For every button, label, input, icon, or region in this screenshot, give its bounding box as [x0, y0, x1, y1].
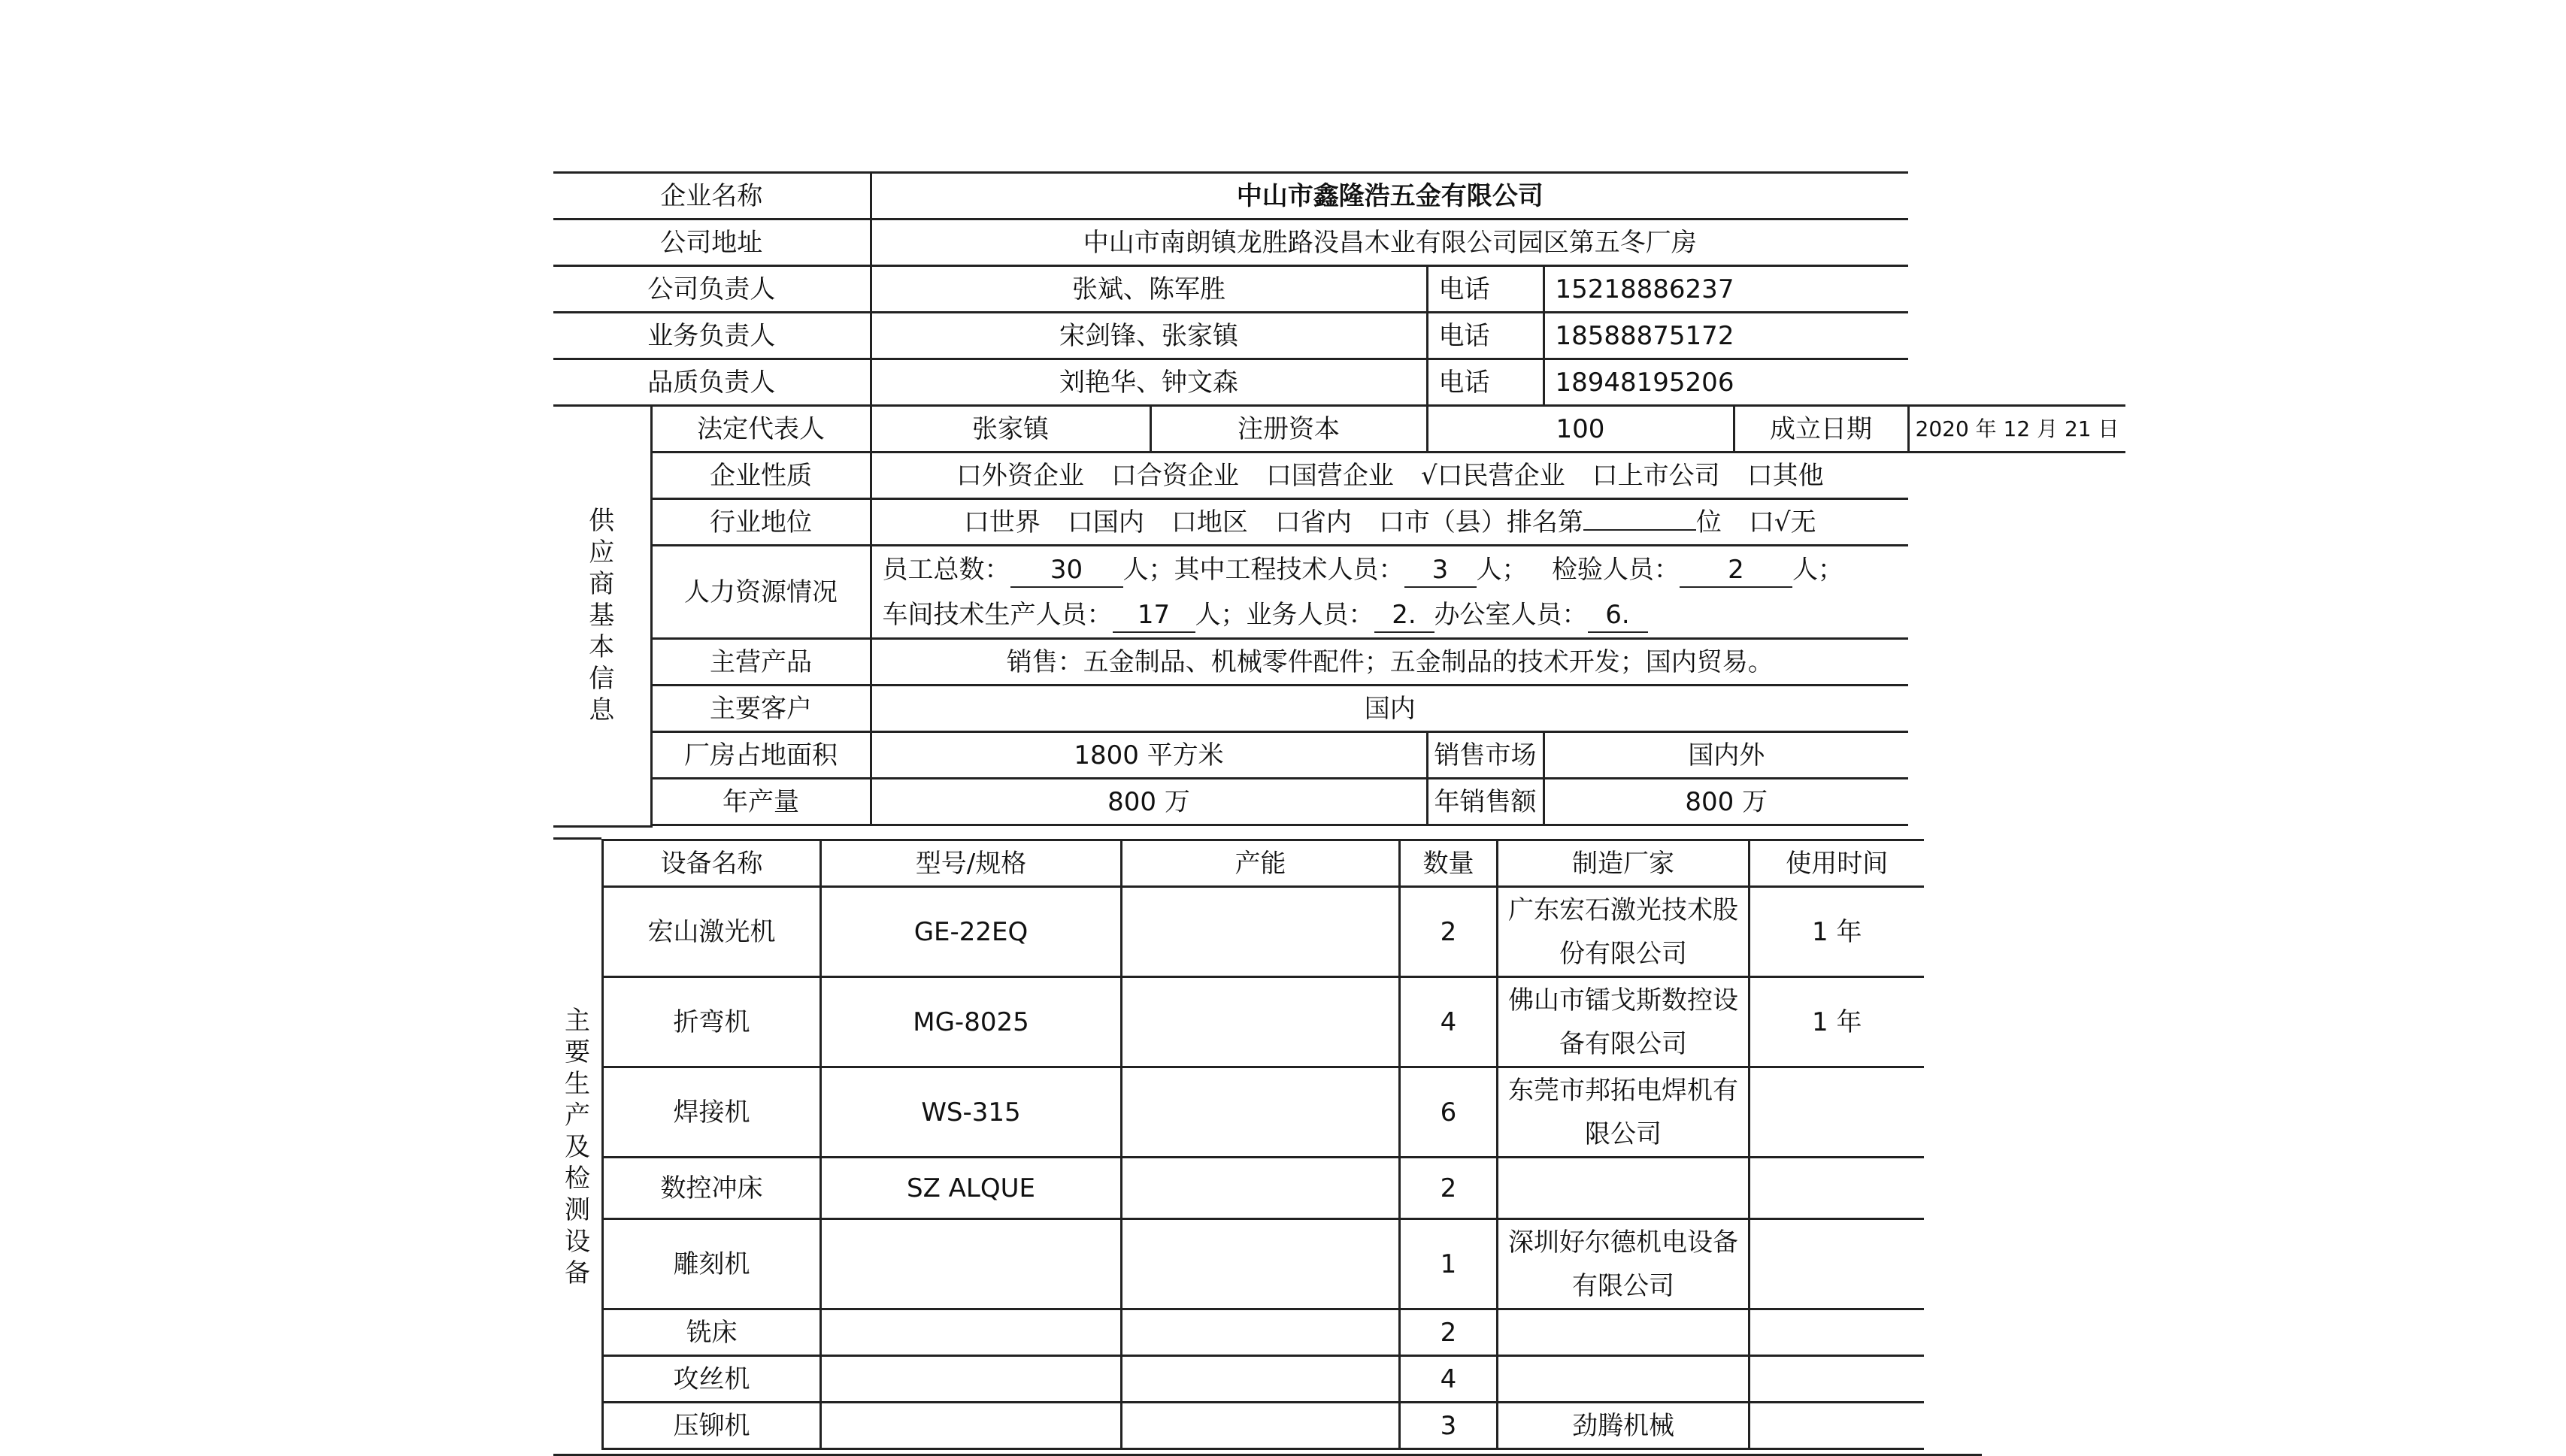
hr-line-1: 员工总数： 30 人；其中工程技术人员： 3 人； 检验人员： 2 人；	[883, 547, 1903, 592]
market-label: 销售市场	[1427, 732, 1544, 779]
device-model	[821, 1403, 1122, 1449]
device-model	[821, 1219, 1122, 1309]
device-usage-time	[1750, 1356, 1924, 1403]
device-name: 折弯机	[603, 977, 821, 1067]
equipment-row	[603, 1067, 1924, 1158]
contact-role-label: 品质负责人	[553, 359, 871, 406]
legal-rep-value: 张家镇	[871, 406, 1150, 453]
device-usage-time	[1750, 1158, 1924, 1219]
device-quantity: 6	[1400, 1067, 1498, 1158]
device-name: 雕刻机	[603, 1219, 821, 1309]
nature-option[interactable]: 口合资企业	[1110, 460, 1239, 491]
legal-rep-label: 法定代表人	[651, 406, 871, 453]
hr-production[interactable]: 17	[1113, 598, 1195, 633]
equipment-row	[603, 1403, 1924, 1449]
device-capacity	[1122, 1403, 1400, 1449]
company-address-value: 中山市南朗镇龙胜路没昌木业有限公司园区第五冬厂房	[871, 219, 1908, 266]
device-name: 铣床	[603, 1309, 821, 1356]
device-quantity: 2	[1400, 887, 1498, 977]
device-quantity: 2	[1400, 1158, 1498, 1219]
device-name: 攻丝机	[603, 1356, 821, 1403]
device-manufacturer: 深圳好尔德机电设备有限公司	[1498, 1219, 1750, 1309]
device-quantity: 4	[1400, 977, 1498, 1067]
industry-city-option[interactable]: 口市（县）排名第 位	[1378, 507, 1722, 537]
device-name: 宏山激光机	[603, 887, 821, 977]
contact-names: 张斌、陈军胜	[871, 266, 1427, 313]
hr-label: 人力资源情况	[651, 546, 871, 639]
device-capacity	[1122, 977, 1400, 1067]
hr-sales[interactable]: 2.	[1374, 598, 1434, 633]
industry-option[interactable]: 口地区	[1171, 507, 1248, 537]
device-manufacturer	[1498, 1309, 1750, 1356]
company-address-label: 公司地址	[553, 219, 871, 266]
equipment-row	[603, 977, 1924, 1067]
device-manufacturer: 广东宏石激光技术股份有限公司	[1498, 887, 1750, 977]
header-usage-time: 使用时间	[1750, 840, 1924, 887]
device-model: MG-8025	[821, 977, 1122, 1067]
phone-label: 电话	[1427, 359, 1544, 406]
header-capacity: 产能	[1122, 840, 1400, 887]
supplier-info-form	[553, 171, 2125, 828]
phone-value: 15218886237	[1544, 266, 1908, 313]
rank-blank[interactable]	[1583, 529, 1696, 531]
header-manufacturer: 制造厂家	[1498, 840, 1750, 887]
hr-inspectors[interactable]: 2	[1680, 553, 1792, 588]
device-quantity: 4	[1400, 1356, 1498, 1403]
device-capacity	[1122, 1067, 1400, 1158]
phone-value: 18948195206	[1544, 359, 1908, 406]
header-quantity: 数量	[1400, 840, 1498, 887]
spacer	[651, 825, 1908, 827]
nature-option[interactable]: 口外资企业	[956, 460, 1084, 491]
nature-option[interactable]: 口上市公司	[1592, 460, 1720, 491]
equipment-row	[603, 1158, 1924, 1219]
device-manufacturer: 劲腾机械	[1498, 1403, 1750, 1449]
revenue-value: 800 万	[1544, 779, 1908, 825]
market-value: 国内外	[1544, 732, 1908, 779]
area-label: 厂房占地面积	[651, 732, 871, 779]
device-usage-time	[1750, 1219, 1924, 1309]
equipment-row	[603, 1356, 1924, 1403]
hr-line-2: 车间技术生产人员： 17 人；业务人员： 2. 办公室人员： 6.	[883, 592, 1903, 637]
nature-label: 企业性质	[651, 453, 871, 499]
device-quantity: 2	[1400, 1309, 1498, 1356]
contact-names: 宋剑锋、张家镇	[871, 313, 1427, 359]
basic-info-section-label: 供应商基本信息	[553, 406, 651, 827]
equipment-row	[603, 1309, 1924, 1356]
device-quantity: 1	[1400, 1219, 1498, 1309]
output-value: 800 万	[871, 779, 1427, 825]
products-value: 销售：五金制品、机械零件配件；五金制品的技术开发；国内贸易。	[871, 639, 1908, 686]
device-capacity	[1122, 887, 1400, 977]
industry-option[interactable]: 口国内	[1067, 507, 1144, 537]
device-model: GE-22EQ	[821, 887, 1122, 977]
device-quantity: 3	[1400, 1403, 1498, 1449]
phone-label: 电话	[1427, 266, 1544, 313]
equipment-header-row	[603, 840, 1924, 887]
hr-details	[871, 546, 1908, 639]
nature-option-selected[interactable]: √口民营企业	[1420, 460, 1565, 491]
equipment-row	[603, 887, 1924, 977]
industry-label: 行业地位	[651, 499, 871, 546]
industry-options	[871, 499, 1908, 546]
contact-role-label: 公司负责人	[553, 266, 871, 313]
device-capacity	[1122, 1356, 1400, 1403]
contact-role-label: 业务负责人	[553, 313, 871, 359]
output-label: 年产量	[651, 779, 871, 825]
device-name: 压铆机	[603, 1403, 821, 1449]
device-capacity	[1122, 1219, 1400, 1309]
hr-engineers[interactable]: 3	[1404, 553, 1477, 588]
contact-row	[553, 266, 2125, 313]
device-usage-time	[1750, 1309, 1924, 1356]
header-device-name: 设备名称	[603, 840, 821, 887]
company-name-label: 企业名称	[553, 173, 871, 219]
contact-row	[553, 359, 2125, 406]
phone-value: 18588875172	[1544, 313, 1908, 359]
header-model: 型号/规格	[821, 840, 1122, 887]
device-usage-time: 1 年	[1750, 887, 1924, 977]
device-name: 焊接机	[603, 1067, 821, 1158]
hr-office[interactable]: 6.	[1588, 598, 1648, 633]
hr-total[interactable]: 30	[1010, 553, 1123, 588]
area-value: 1800 平方米	[871, 732, 1427, 779]
device-model	[821, 1309, 1122, 1356]
contact-names: 刘艳华、钟文森	[871, 359, 1427, 406]
device-usage-time	[1750, 1067, 1924, 1158]
device-usage-time: 1 年	[1750, 977, 1924, 1067]
industry-option[interactable]: 口世界	[963, 507, 1041, 537]
device-capacity	[1122, 1309, 1400, 1356]
company-name-value: 中山市鑫隆浩五金有限公司	[871, 173, 1908, 219]
products-label: 主营产品	[651, 639, 871, 686]
capital-label: 注册资本	[1150, 406, 1427, 453]
device-manufacturer: 东莞市邦拓电焊机有限公司	[1498, 1067, 1750, 1158]
device-model: WS-315	[821, 1067, 1122, 1158]
device-manufacturer: 佛山市镭戈斯数控设备有限公司	[1498, 977, 1750, 1067]
equipment-table	[601, 839, 1924, 1450]
equipment-row	[603, 1219, 1924, 1309]
device-model: SZ ALQUE	[821, 1158, 1122, 1219]
device-manufacturer	[1498, 1158, 1750, 1219]
revenue-label: 年销售额	[1427, 779, 1544, 825]
capital-value: 100	[1427, 406, 1734, 453]
contact-row	[553, 313, 2125, 359]
customers-value: 国内	[871, 686, 1908, 732]
industry-option[interactable]: 口省内	[1274, 507, 1352, 537]
phone-label: 电话	[1427, 313, 1544, 359]
device-usage-time	[1750, 1403, 1924, 1449]
nature-option[interactable]: 口国营企业	[1265, 460, 1394, 491]
device-capacity	[1122, 1158, 1400, 1219]
equipment-section-box	[553, 839, 601, 1455]
device-model	[821, 1356, 1122, 1403]
founded-label: 成立日期	[1734, 406, 1908, 453]
industry-option-none[interactable]: 口√无	[1748, 507, 1816, 537]
device-manufacturer	[1498, 1356, 1750, 1403]
equipment-section-text: 主要生产及检测设备	[565, 1006, 590, 1288]
nature-option[interactable]: 口其他	[1747, 460, 1824, 491]
nature-options	[871, 453, 1908, 499]
founded-value: 2020 年 12 月 21 日	[1908, 406, 2125, 453]
customers-label: 主要客户	[651, 686, 871, 732]
device-name: 数控冲床	[603, 1158, 821, 1219]
